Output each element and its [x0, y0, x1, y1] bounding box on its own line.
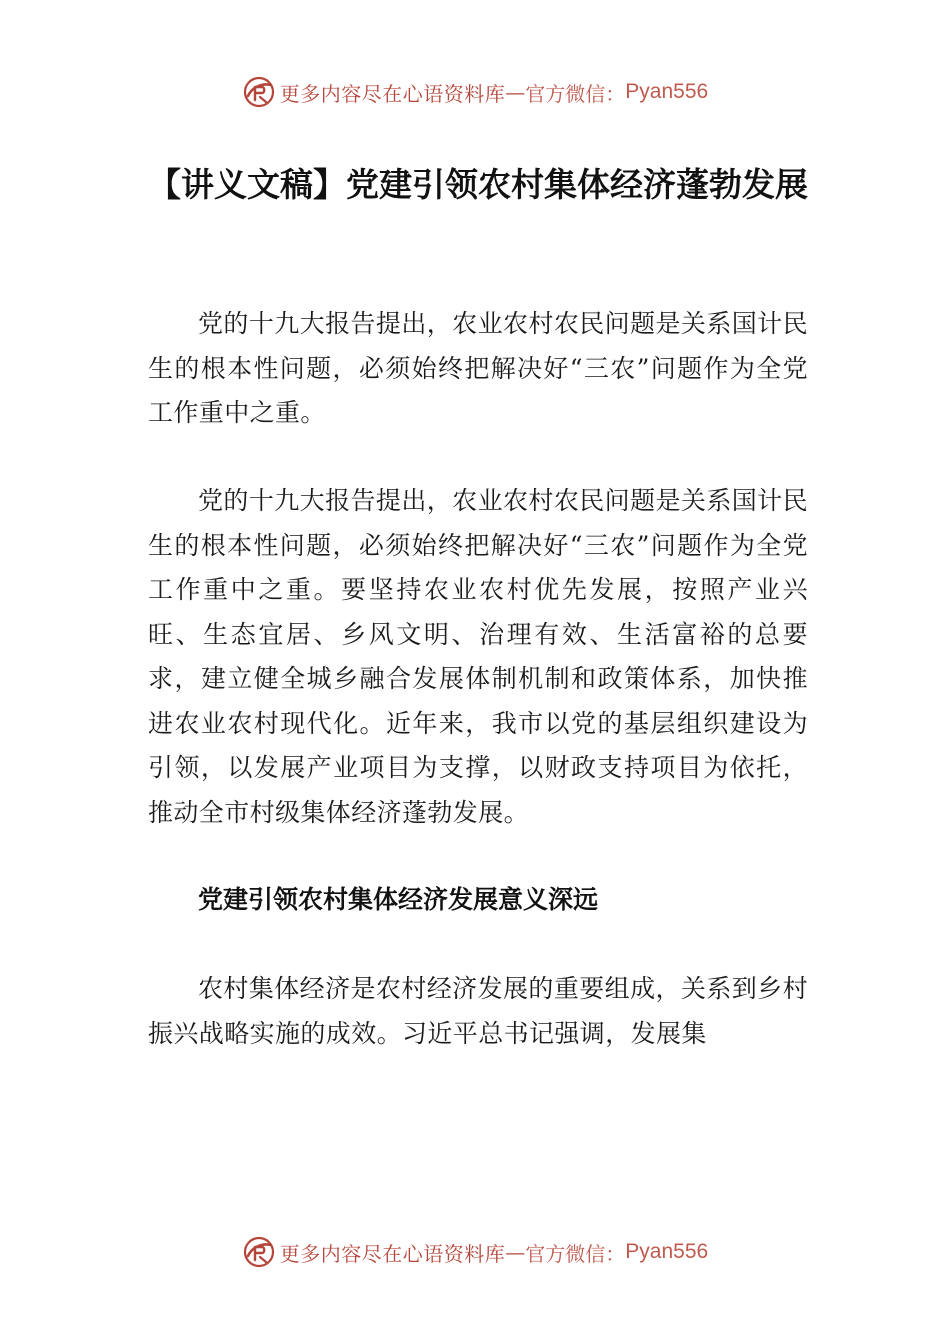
footer-banner [0, 1232, 950, 1272]
header-banner [0, 72, 950, 112]
section-paragraph: 农村集体经济是农村经济发展的重要组成，关系到乡村振兴战略实施的成效。习近平总书记强调，发展集 [148, 974, 808, 1048]
paragraph-1: 党的十九大报告提出，农业农村农民问题是关系国计民生的根本性问题，必须始终把解决好“三农”问题作为全党工作重中之重。 [148, 309, 808, 427]
banner-separator: — [505, 80, 526, 104]
banner-wechat-id: Pyan556 [625, 1240, 709, 1263]
banner-wechat-label: 官方微信： [525, 81, 626, 106]
banner-wechat-id: Pyan556 [625, 80, 709, 103]
document-title: 【讲义文稿】党建引领农村集体经济蓬勃发展 [148, 165, 808, 204]
paragraph-2: 党的十九大报告提出，农业农村农民问题是关系国计民生的根本性问题，必须始终把解决好“三农”问题作为全党工作重中之重。要坚持农业农村优先发展，按照产业兴旺、生态宜居、乡风文明、治理有效、生活富裕的总要求，建立健全城乡融合发展体制机制和政策体系，加快推进农业农村现代化。近年来，我市以党的基层组织建设为引领，以发展产业项目为支撑，以财政支持项目为依托，推动全市村级集体经济蓬勃发展。 [148, 486, 808, 827]
banner-separator: — [505, 1240, 526, 1264]
seal-logo-icon [242, 75, 276, 109]
seal-logo-icon [242, 1235, 276, 1269]
banner-text: 更多内容尽在心语资料库 [279, 81, 506, 106]
banner-wechat-label: 官方微信： [525, 1241, 626, 1266]
section-heading: 党建引领农村集体经济发展意义深远 [198, 885, 599, 914]
banner-text: 更多内容尽在心语资料库 [279, 1241, 506, 1266]
